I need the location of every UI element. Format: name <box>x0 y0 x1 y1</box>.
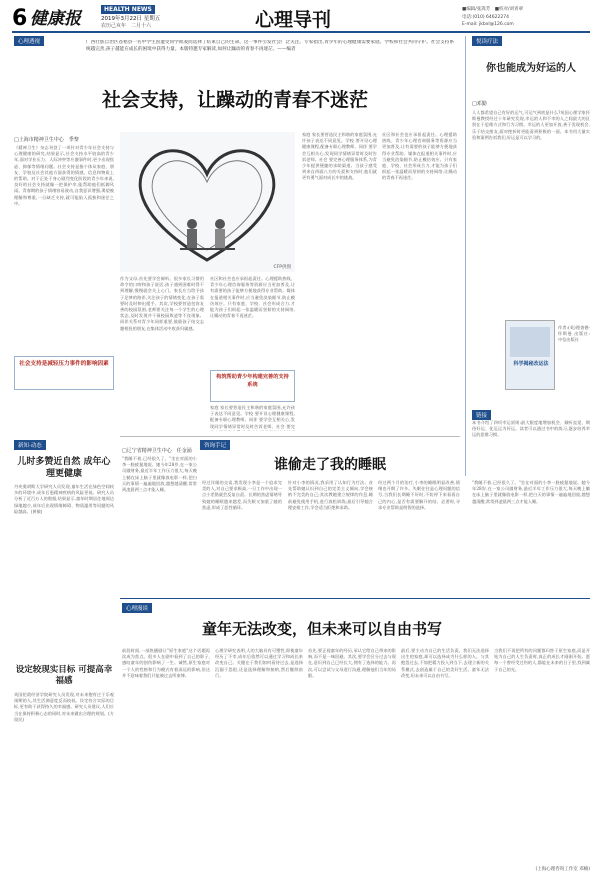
intro-tag: 心理透视 <box>14 36 44 46</box>
article1-col4: 家庭 家长要营造民主和谐的家庭氛围,允许孩子表达不同意见。学校 要开设心理健康课程,配备专职心理教师。同伴 要学会互相关心,发现同学情绪异常时及时告诉老师。社会 要完善心理服务体系,为青少年提供便捷的求助渠道。当孩子感受到来自四面八方的关爱和支持时,他们就更有勇气面对成长中的挑战。 <box>302 132 377 181</box>
book-title: 科学揭秘改运法 <box>513 361 549 367</box>
heart-couple-icon <box>120 132 295 272</box>
editor-line: ■编辑/张嵩芳 ■校对/刘青翠 <box>462 7 524 12</box>
article3-col3: 首先,要正视童年的经历,承认它给自己带来的影响,而不是一味回避。其次,要学会区分过去与现在,意识到自己已经长大,拥有了选择的能力。再次,可以尝试与父母进行沟通,理解他们当年的局限。 <box>308 648 396 678</box>
phone-line: 电话:(010) 64622274 <box>462 15 509 20</box>
article1-col1: 《精神卫生》杂志刊登了一项针对青少年社会支持与心理健康的研究,结果显示,社会支持水平较高的青少年,面对学业压力、人际冲突等应激事件时,更少出现焦虑、抑郁等情绪问题。社会支持是指个体从家庭、朋友、学校及社会其他方面获得的情感、信息和物质上的帮助。对于正处于身心剧烈变化阶段的青少年来说,良好的社会支持就像一把保护伞,能帮助他们抵御风雨。青春期的孩子情绪容易波动,自我意识增强,渴望被理解和尊重,一旦缺乏支持,就可能陷入孤独和迷茫之中。 <box>14 145 114 206</box>
article3-col1: 前段时间,一部热播剧让"原生家庭"这个话题再次成为焦点。很多人在剧中看到了自己的影子,感叹童年的创伤影响了一生。诚然,原生家庭对一个人的性格和行为模式有着深远的影响,但这并不意味着我们只能被过去所束缚。 <box>122 648 210 678</box>
article2-col1: "我睡不着,已经很久了。"坐在对面的小李一脸疲惫地说。她今年28岁,在一家公司做财务,最近半年工作压力很大,每天晚上躺在床上脑子里就像放电影一样,把白天的事情一遍遍地回放,越想越清醒,常常到凌晨两三点才能入睡。 <box>122 456 197 493</box>
heart-illustration <box>120 132 295 272</box>
article1-byline: □上海市精神卫生中心 季黎 <box>14 137 79 143</box>
article2-byline: □辽宁省精神卫生中心 任金涌 <box>122 448 192 454</box>
page-number: 6 <box>12 6 28 31</box>
article3-headline: 童年无法改变，但未来可以自由书写 <box>201 620 442 638</box>
news-tag: 新知·动态 <box>14 440 46 450</box>
article3-top-rule <box>120 598 590 599</box>
sidebar-tag: 悦读疗法 <box>472 36 502 46</box>
article3-col5: 当我们不再把所有的问题都归咎于原生家庭,而是开始为自己的人生负责时,真正的成长才刚刚开始。愿每一个曾经受过伤的人,都能在未来的日子里,找到属于自己的光。 <box>494 648 590 672</box>
article2-col4: 经过两个月的治疗,小李的睡眠明显改善,情绪也开朗了许多。失眠往往是心理问题的信号,当我们长期睡不好时,不妨停下来看看自己的内心,是否有需要解开的结。必要时,寻求专业帮助是明智的选择。 <box>378 480 460 510</box>
article2-col3: 针对小李的情况,我采用了认知行为疗法。首先帮助她认识到自己的完美主义倾向,学会接纳不完美的自己;其次教她建立规律的作息,睡前避免使用手机,进行放松训练;最后引导她合理安排工作,学会适当拒绝和求助。 <box>288 480 373 510</box>
news-text-1: 丹麦奥胡斯大学研究人员发现,童年生活在绿色空间较多的环境中,成年后患精神疾病的风险更低。研究人员分析了近百万人的数据,结果显示,童年时期居住地周边绿地越少,成年后出现情绪障碍、物质滥用等问题的风险越高。(黄敏) <box>14 484 114 514</box>
article1-col5: 社区和社会也应承担起责任。心理援助热线、青少年心理咨询服务等资源应当更加普及,让有需要的孩子能够方便地获得专业帮助。媒体在报道相关事件时,应当避免渲染细节,防止模仿效应。只有家庭、学校、社会形成合力,才能为孩子们织起一张温暖而坚韧的支持网络,让躁动的青春不再迷茫。 <box>382 132 457 181</box>
book-note: 作者:(英)理查德·怀斯曼 出版社:中信出版社 <box>558 325 590 343</box>
header-rule <box>12 31 590 33</box>
section-title: 心理导刊 <box>255 9 332 31</box>
lunar-date: 农历己亥年 二月十六 <box>101 23 152 29</box>
intro-text: 广西壮族自治区苍梧县一名中学生因遭受同学欺凌而选择了结束自己的生命。这一事件引发社会广泛关注。专家指出,青少年的心理健康需要家庭、学校和社会共同守护。社会支持系统越完善,孩子越能在成长的困境中获得力量。本版特邀专家解读,如何让躁动的青春不再迷茫。——编者 <box>86 40 454 52</box>
photo-caption: CFP供图 <box>273 265 291 270</box>
news-head-1: 儿时多赞近自然 成年心理更健康 <box>17 457 111 479</box>
news-text-2: 英国伦敦经济学院研究人员发现,对未来抱有过于乐观预期的人,其生活满意度反而较低。设定符合实际的目标,更有助于获得持久的幸福感。研究人员建议,人们应当在保持积极心态的同时,对未来做出合理的规划。(方留民) <box>14 692 114 722</box>
article1-col3b: 家庭 家长要营造民主和谐的家庭氛围,允许孩子表达不同意见。学校 要开设心理健康课程,配备专职心理教师。同伴 要学会互相关心,发现同学情绪异常时及时告诉老师。社会 要完 <box>210 405 295 429</box>
news-head-2: 设定较现实目标 可提高幸福感 <box>15 665 113 686</box>
issue-date: 2019年3月22日 星期五 <box>101 16 161 22</box>
sidebar-title: 你也能成为好运的人 <box>486 63 576 74</box>
article2-col2: 经过详细的交谈,我发现小李是一个追求完美的人,对自己要求极高,一旦工作中出现一点小差错就会反复自责。长期的焦虑情绪导致她的睡眠越来越差,而失眠又加重了她的焦虑,形成了恶性循环。 <box>202 480 282 510</box>
newspaper-logo: 健康报 <box>30 9 81 29</box>
book-cover-art <box>510 327 550 357</box>
article2-headline: 谁偷走了我的睡眠 <box>274 457 386 473</box>
article1-subhead-2: 构筑帮助青少年构建完善的支持系统 <box>216 374 289 388</box>
book-cover <box>505 320 555 390</box>
article3-byline: (上海心理咨询工作室 邓楠) <box>535 867 590 872</box>
article3-col2: 心理学研究表明,人的大脑具有可塑性,即使童年经历了不幸,成年后依然可以通过学习和成长来改变自己。关键在于我们如何看待过去,是选择沉溺于怨恨,还是选择理解和接纳,然后继续前行。 <box>215 648 303 678</box>
link-tag: 链接 <box>472 410 491 420</box>
subhead-box-1 <box>14 356 114 390</box>
article3-tag: 心理漫谈 <box>122 603 152 613</box>
sidebar-byline: □邓勤 <box>472 101 487 107</box>
article2-top-rule <box>120 436 460 437</box>
article3-col4: 最后,要主动为自己的生活负责。我们无法选择出生的家庭,却可以选择成为什么样的人。与其抱怨过去,不如把精力投入到当下,去建立新的关系模式,去创造属于自己的美好生活。童年无法改变,但未来可以自由书写。 <box>401 648 489 678</box>
email-line: E-mail: jkbxl@126.com <box>462 22 514 27</box>
headline-social-support: 社会支持，让躁动的青春不迷茫 <box>101 89 368 111</box>
news-badge: HEALTH NEWS <box>101 5 155 14</box>
article2-tag: 咨询手记 <box>200 440 230 450</box>
sidebar-text: 人人都希望自己有好的运气,可运气到底是什么?英国心理学家怀斯曼教授经过十年研究发现,幸运的人和不幸的人之间最大的区别在于思维方式和行为习惯。幸运的人更加开放,善于发现机会,乐于结交朋友,面对挫折时更能看到积极的一面。本书用大量实验和案例告诉我们,好运是可以学习的。 <box>472 110 590 140</box>
article1-col3: 社区和社会也应承担起责任。心理援助热线、青少年心理咨询服务等资源应当更加普及,让有需要的孩子能够方便地获得专业帮助。媒体在报道相关事件时,应当避免渲染细节,防止模仿效应。只有家庭、学校、社会形成合力,才能为孩子们织起一张温暖而坚韧的支持网络,让躁动的青春不再迷茫。 <box>210 276 295 319</box>
article1-col2: 作为父母,首先要学会倾听。很多家长习惯用命令的口吻和孩子说话,孩子遇到困难时得不到理解,慢慢就会关上心门。家长应当给予孩子足够的陪伴,关注孩子的情绪变化,在孩子需要时及时伸出援手。其次,学校要营造包容友善的校园氛围,老师要关注每一个学生的心理状态,及时发现并干预校园欺凌等不良现象。同伴关系对青少年同样重要,鼓励孩子结交志趣相投的朋友,在集体活动中收获归属感。 <box>120 276 204 331</box>
sidebar-divider <box>465 36 466 476</box>
article1-subhead-1: 社会支持是减轻压力事件的影响因素 <box>19 361 109 367</box>
link-text: 本书介绍了四项幸运原则:最大限度地增加机会、倾听直觉、期待好运、化厄运为好运。读者可以通过书中的练习,逐步培养幸运的思维习惯。 <box>472 420 590 438</box>
subhead-box-2 <box>210 370 295 402</box>
article2-col5: "我睡不着,已经很久了。"坐在对面的小李一脸疲惫地说。她今年28岁,在一家公司做财务,最近半年工作压力很大,每天晚上躺在床上脑子里就像放电影一样,把白天的事情一遍遍地回放,越想越清醒,常常到凌晨两三点才能入睡。 <box>472 480 590 504</box>
